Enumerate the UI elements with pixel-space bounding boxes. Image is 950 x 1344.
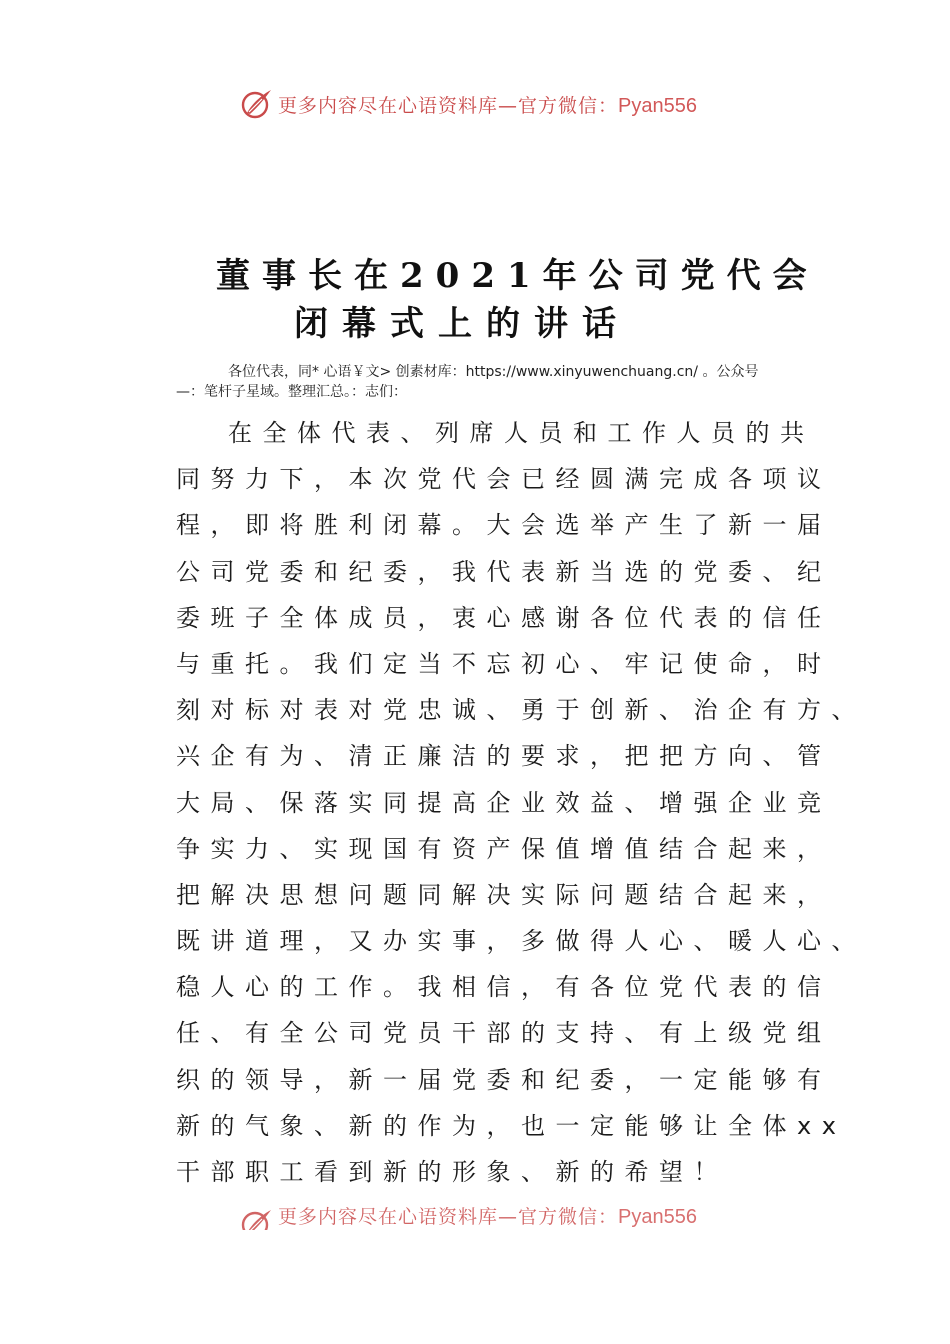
quill-logo-icon [238, 1206, 274, 1230]
header-banner-text [278, 91, 697, 118]
body-line: 公司党委和纪委，我代表新当选的党委、纪 [176, 557, 832, 586]
footer-banner-brand: Pyan556 [618, 1206, 697, 1228]
body-line: 程，即将胜利闭幕。大会选举产生了新一届 [176, 511, 832, 540]
footer-banner-label: 更多内容尽在心语资料库—官方微信： [278, 1206, 619, 1228]
page-title-line-1: 董事长在2021年公司党代会 [216, 256, 819, 296]
body-line: 兴企有为、清正廉洁的要求，把把方向、管 [176, 742, 832, 771]
footer-watermark-banner [238, 1206, 697, 1230]
body-line: 与重托。我们定当不忘初心、牢记使命，时 [176, 649, 832, 678]
source-note [176, 362, 836, 402]
body-line: 任、有全公司党员干部的支持、有上级党组 [176, 1019, 832, 1048]
body-line: 稳人心的工作。我相信，有各位党代表的信 [176, 973, 832, 1002]
body-line: 同努力下，本次党代会已经圆满完成各项议 [176, 465, 832, 494]
body-line: 在全体代表、列席人员和工作人员的共 [228, 419, 815, 447]
source-note-line-1 [176, 362, 836, 382]
page-title-line-2: 闭幕式上的讲话 [294, 304, 630, 344]
header-watermark-banner [238, 86, 697, 122]
speech-body [176, 410, 866, 1195]
header-banner-brand: Pyan556 [618, 94, 697, 117]
body-line: 把解决思想问题同解决实际问题结合起来， [176, 880, 832, 909]
body-line: 织的领导，新一届党委和纪委，一定能够有 [176, 1065, 832, 1094]
header-banner-label: 更多内容尽在心语资料库—官方微信： [278, 94, 619, 117]
body-line: 刻对标对表对党忠诚、勇于创新、治企有方、 [176, 696, 866, 725]
footer-banner-text [278, 1206, 697, 1229]
source-note-line-2: —：笔杆子星域。整理汇总。：志们： [176, 384, 407, 400]
body-line: 委班子全体成员，衷心感谢各位代表的信任 [176, 603, 832, 632]
quill-logo-icon [238, 86, 274, 122]
body-line: 争实力、实现国有资产保值增值结合起来， [176, 834, 832, 863]
body-line: 既讲道理，又办实事，多做得人心、暖人心、 [176, 927, 866, 956]
body-line: 大局、保落实同提高企业效益、增强企业竞 [176, 788, 832, 817]
body-line: 干部职工看到新的形象、新的希望！ [176, 1158, 728, 1186]
source-note-text-1: 各位代表，同* 心语￥文> 创素材库：https://www.xinyuwenchuang.cn/ 。公众号 [228, 364, 759, 380]
body-line: 新的气象、新的作为，也一定能够让全体xx [176, 1111, 847, 1140]
